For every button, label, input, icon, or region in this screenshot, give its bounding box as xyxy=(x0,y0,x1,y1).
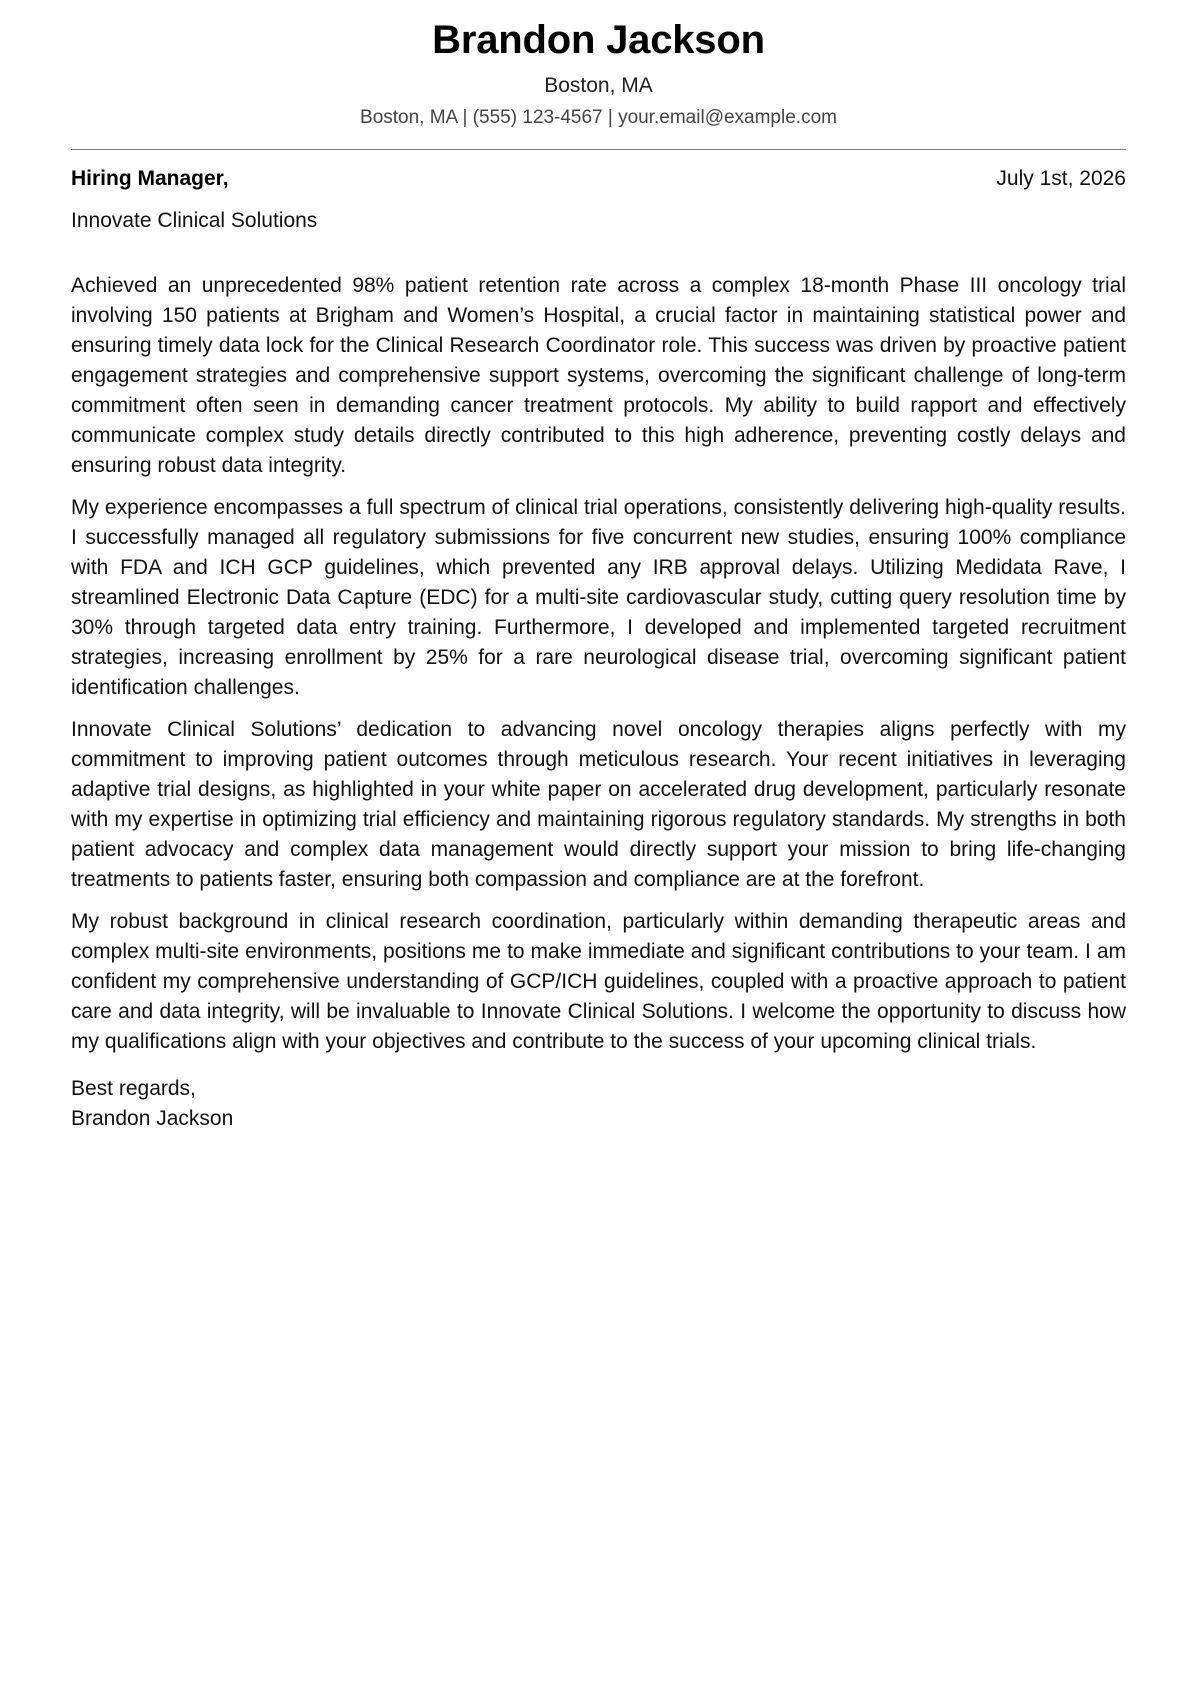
body-paragraph-1: Achieved an unprecedented 98% patient retention rate across a complex 18-month Phase III oncology trial involving 150 patients at Brigham and Women’s Hospital, a crucial factor in maintaining statistical power and ensuring timely data lock for the Clinical Research Coordinator role. This success was driven by proactive patient engagement strategies and comprehensive support systems, overcoming the significant challenge of long-term commitment often seen in demanding cancer treatment protocols. My ability to build rapport and effectively communicate complex study details directly contributed to this high adherence, preventing costly delays and ensuring robust data integrity. xyxy=(71,274,1126,477)
letter-closing xyxy=(71,1074,1126,1134)
body-paragraph-3: Innovate Clinical Solutions’ dedication to advancing novel oncology therapies aligns perfectly with my commitment to improving patient outcomes through meticulous research. Your recent initiatives in leveraging adaptive trial designs, as highlighted in your white paper on accelerated drug development, particularly resonate with my expertise in optimizing trial efficiency and maintaining rigorous regulatory standards. My strengths in both patient advocacy and complex data management would directly support your mission to bring life-changing treatments to patients faster, ensuring both compassion and compliance are at the forefront. xyxy=(71,718,1126,891)
body-paragraph-4: My robust background in clinical research coordination, particularly within demanding therapeutic areas and complex multi-site environments, positions me to make immediate and significant contributions to your team. I am confident my comprehensive understanding of GCP/ICH guidelines, coupled with a proactive approach to patient care and data integrity, will be invaluable to Innovate Clinical Solutions. I welcome the opportunity to discuss how my qualifications align with your objectives and contribute to the success of your upcoming clinical trials. xyxy=(71,910,1126,1053)
recipient-date-row xyxy=(71,166,1126,192)
recipient-salutation: Hiring Manager, xyxy=(71,167,229,190)
letter-header xyxy=(71,15,1126,130)
cover-letter-page xyxy=(71,0,1126,1134)
contact-info: Boston, MA | (555) 123-4567 | your.email@example.com xyxy=(360,107,837,128)
signature-name: Brandon Jackson xyxy=(71,1107,234,1130)
header-divider xyxy=(71,149,1126,150)
applicant-location: Boston, MA xyxy=(544,74,653,97)
closing-phrase: Best regards, xyxy=(71,1077,196,1100)
applicant-name: Brandon Jackson xyxy=(432,18,765,62)
letter-date: July 1st, 2026 xyxy=(996,167,1126,190)
company-name: Innovate Clinical Solutions xyxy=(71,209,318,232)
letter-body xyxy=(71,271,1126,1057)
body-paragraph-2: My experience encompasses a full spectrum of clinical trial operations, consistently delivering high-quality results. I successfully managed all regulatory submissions for five concurrent new studies, ensuring 100% compliance with FDA and ICH GCP guidelines, which prevented any IRB approval delays. Utilizing Medidata Rave, I streamlined Electronic Data Capture (EDC) for a multi-site cardiovascular study, cutting query resolution time by 30% through targeted data entry training. Furthermore, I developed and implemented targeted recruitment strategies, increasing enrollment by 25% for a rare neurological disease trial, overcoming significant patient identification challenges. xyxy=(71,496,1126,699)
